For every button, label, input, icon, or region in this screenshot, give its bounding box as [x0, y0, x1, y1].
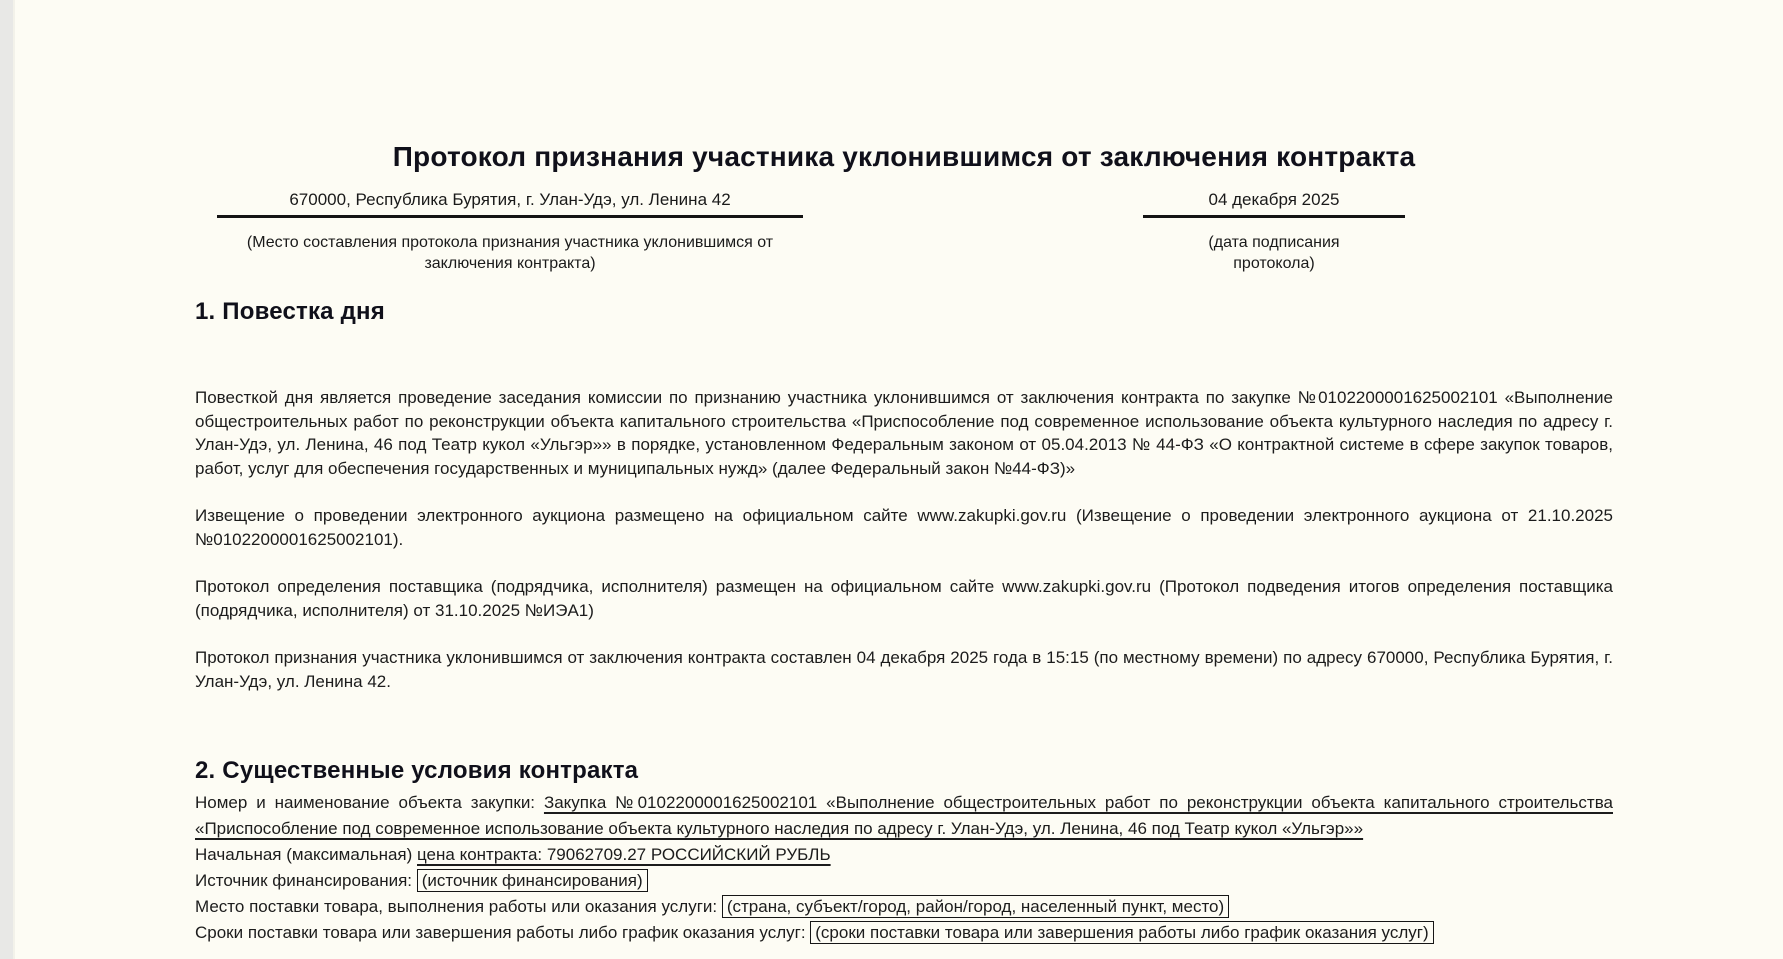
field-funding-source-label: Источник финансирования: — [195, 871, 417, 890]
header-captions-row — [195, 232, 1613, 274]
contract-terms-list — [195, 790, 1613, 946]
document-page — [195, 0, 1613, 946]
field-delivery-place-label: Место поставки товара, выполнения работы или оказания услуги: — [195, 897, 722, 916]
protocol-date-caption — [1143, 232, 1405, 274]
field-contract-price — [195, 842, 1613, 868]
scan-edge-strip — [0, 0, 15, 959]
field-funding-source — [195, 868, 1613, 894]
paragraph-auction-notice: Извещение о проведении электронного аукциона размещено на официальном сайте www.zakupki.gov.ru (Извещение о проведении электронного аукциона от 21.10.2025 №0102200001625002101). — [195, 506, 1613, 549]
field-funding-source-value: (источник финансирования) — [417, 869, 648, 892]
field-delivery-place-value: (страна, субъект/город, район/город, населенный пункт, место) — [722, 895, 1229, 918]
protocol-place-caption: (Место составления протокола признания участника уклонившимся от заключения контракта) — [246, 234, 774, 272]
protocol-date-caption-text: (дата подписания протокола) — [1208, 234, 1340, 272]
field-contract-price-label: Начальная (максимальная) — [195, 845, 417, 864]
section-1-heading: 1. Повестка дня — [195, 298, 385, 325]
paragraph-agenda: Повесткой дня является проведение заседания комиссии по признанию участника уклонившимся от заключения контракта по закупке №0102200001625002101 «Выполнение общестроительных работ по реконструкции объекта капитального строительства «Приспособление под современное использование объекта культурного наследия по адресу г. Улан-Удэ, ул. Ленина, 46 под Театр кукол «Ульгэр»» в порядке, установленном Федеральным законом от 05.04.2013 № 44-ФЗ «О контрактной системе в сфере закупок товаров, работ, услуг для обеспечения государственных и муниципальных нужд» (далее Федеральный закон №44-ФЗ)» — [195, 388, 1613, 478]
field-delivery-terms — [195, 920, 1613, 946]
paragraph-supplier-protocol: Протокол определения поставщика (подрядчика, исполнителя) размещен на официальном сайте www.zakupki.gov.ru (Протокол подведения итогов определения поставщика (подрядчика, исполнителя) от 31.10.2025 №ИЭА1) — [195, 577, 1613, 620]
field-procurement-object-value: Закупка №0102200001625002101 «Выполнение общестроительных работ по реконструкции объекта капитального строительства «Приспособление под современное использование объекта культурного наследия по адресу г. Улан-Удэ, ул. Ленина, 46 под Театр кукол «Ульгэр»» — [195, 793, 1613, 838]
header-fields-row — [195, 190, 1613, 218]
protocol-date-value: 04 декабря 2025 — [1143, 190, 1405, 218]
document-title: Протокол признания участника уклонившимся от заключения контракта — [392, 141, 1416, 172]
field-delivery-place — [195, 894, 1613, 920]
field-delivery-terms-value: (сроки поставки товара или завершения работы либо график оказания услуг) — [810, 921, 1433, 944]
field-procurement-object-label: Номер и наименование объекта закупки: — [195, 793, 544, 812]
field-contract-price-value: цена контракта: 79062709.27 РОССИЙСКИЙ РУБЛЬ — [417, 845, 831, 864]
protocol-place-value: 670000, Республика Бурятия, г. Улан-Удэ, ул. Ленина 42 — [217, 190, 803, 218]
paragraph-protocol-composed: Протокол признания участника уклонившимся от заключения контракта составлен 04 декабря 2025 года в 15:15 (по местному времени) по адресу 670000, Республика Бурятия, г. Улан-Удэ, ул. Ленина 42. — [195, 648, 1613, 691]
field-delivery-terms-label: Сроки поставки товара или завершения работы либо график оказания услуг: — [195, 923, 811, 942]
field-procurement-object — [195, 790, 1613, 842]
section-2-heading: 2. Существенные условия контракта — [195, 757, 639, 784]
